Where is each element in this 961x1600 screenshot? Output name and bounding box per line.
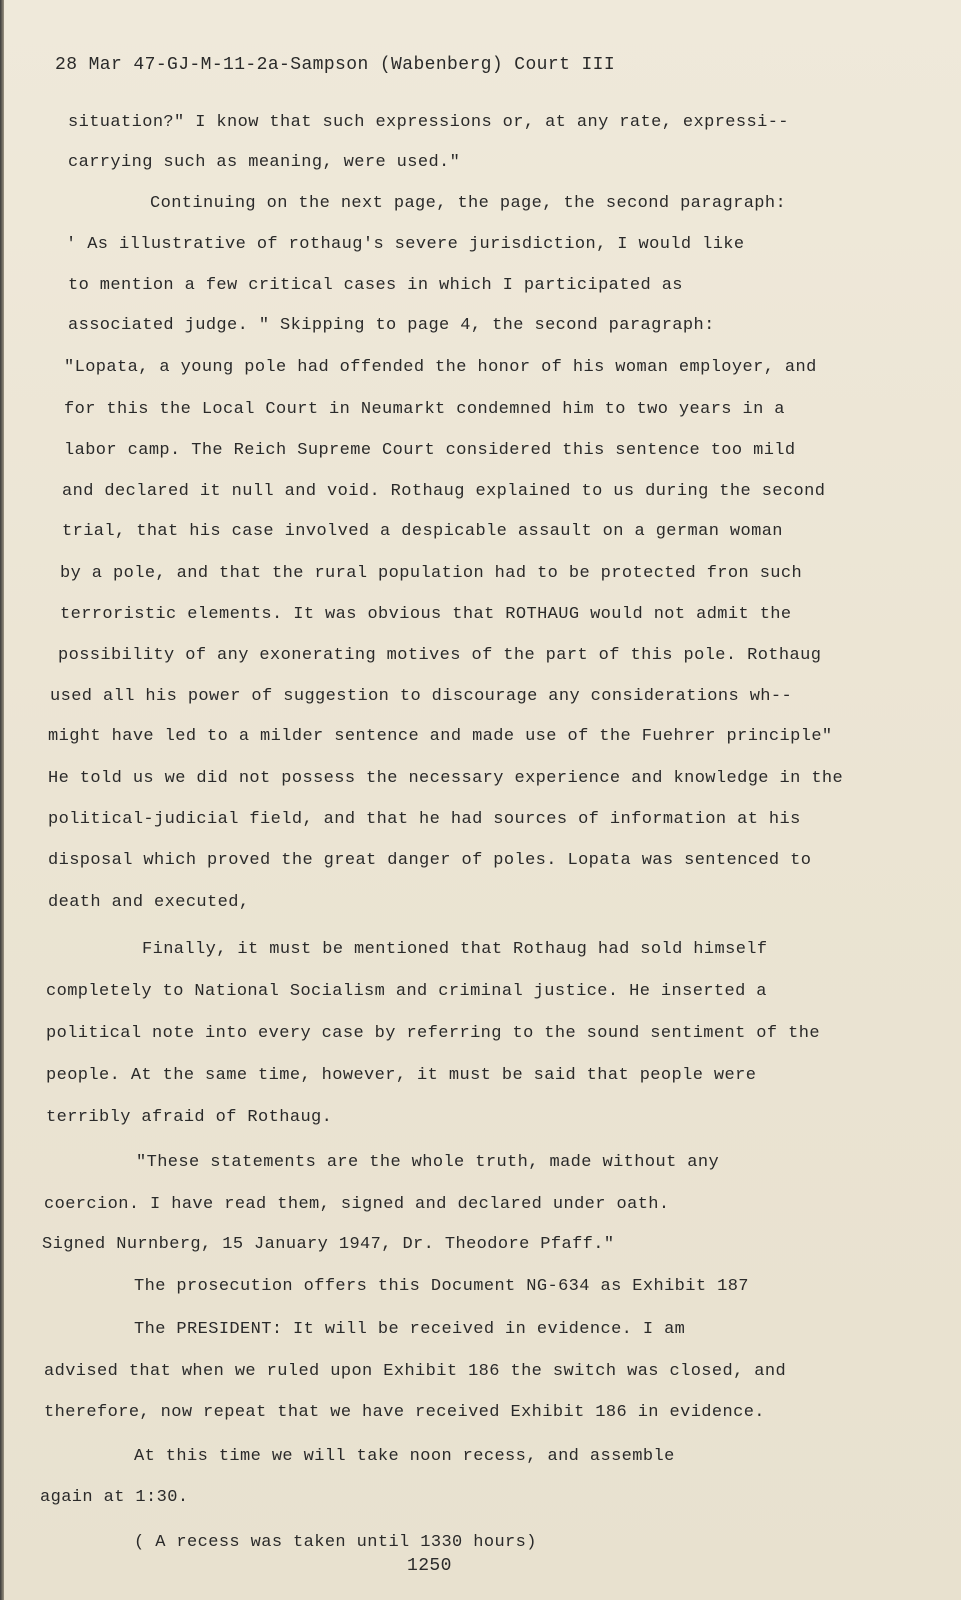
- page-edge-shadow: [0, 0, 4, 1600]
- text-line: terribly afraid of Rothaug.: [46, 1108, 333, 1127]
- text-line: situation?" I know that such expressions or, at any rate, expressi--: [68, 113, 789, 132]
- text-line: for this the Local Court in Neumarkt condemned him to two years in a: [64, 400, 785, 419]
- text-line: by a pole, and that the rural population had to be protected fron such: [60, 564, 803, 583]
- text-line: therefore, now repeat that we have received Exhibit 186 in evidence.: [44, 1403, 765, 1422]
- text-line: political-judicial field, and that he had sources of information at his: [48, 810, 801, 829]
- text-line: Continuing on the next page, the page, the second paragraph:: [150, 194, 787, 213]
- text-line: coercion. I have read them, signed and declared under oath.: [44, 1195, 670, 1214]
- document-header: 28 Mar 47-GJ-M-11-2a-Sampson (Wabenberg) Court III: [55, 55, 616, 75]
- text-line: "These statements are the whole truth, made without any: [136, 1153, 720, 1172]
- text-line: disposal which proved the great danger of poles. Lopata was sentenced to: [48, 851, 812, 870]
- text-line: people. At the same time, however, it must be said that people were: [46, 1066, 757, 1085]
- text-line: Signed Nurnberg, 15 January 1947, Dr. Theodore Pfaff.": [42, 1235, 615, 1254]
- text-line: political note into every case by referring to the sound sentiment of the: [46, 1024, 820, 1043]
- text-line: terroristic elements. It was obvious that ROTHAUG would not admit the: [60, 605, 792, 624]
- text-line: associated judge. " Skipping to page 4, the second paragraph:: [68, 316, 715, 335]
- text-line: advised that when we ruled upon Exhibit 186 the switch was closed, and: [44, 1362, 787, 1381]
- text-line: ' As illustrative of rothaug's severe jurisdiction, I would like: [66, 235, 745, 254]
- text-line: again at 1:30.: [40, 1488, 189, 1507]
- text-line: death and executed,: [48, 893, 250, 912]
- text-line: and declared it null and void. Rothaug explained to us during the second: [62, 482, 826, 501]
- text-line: The PRESIDENT: It will be received in evidence. I am: [134, 1320, 686, 1339]
- text-line: completely to National Socialism and criminal justice. He inserted a: [46, 982, 767, 1001]
- text-line: carrying such as meaning, were used.": [68, 153, 461, 172]
- text-line: might have led to a milder sentence and made use of the Fuehrer principle": [48, 727, 833, 746]
- text-line: labor camp. The Reich Supreme Court considered this sentence too mild: [64, 441, 796, 460]
- page-number: 1250: [407, 1556, 452, 1576]
- text-line: Finally, it must be mentioned that Rothaug had sold himself: [142, 940, 768, 959]
- text-line: possibility of any exonerating motives of the part of this pole. Rothaug: [58, 646, 822, 665]
- text-line: to mention a few critical cases in which I participated as: [68, 276, 683, 295]
- text-line: The prosecution offers this Document NG-634 as Exhibit 187: [134, 1277, 749, 1296]
- text-line: At this time we will take noon recess, and assemble: [134, 1447, 675, 1466]
- text-line: trial, that his case involved a despicable assault on a german woman: [62, 522, 783, 541]
- text-line: ( A recess was taken until 1330 hours): [134, 1533, 537, 1552]
- text-line: used all his power of suggestion to discourage any considerations wh--: [50, 687, 793, 706]
- text-line: He told us we did not possess the necessary experience and knowledge in the: [48, 769, 844, 788]
- text-line: "Lopata, a young pole had offended the honor of his woman employer, and: [64, 358, 817, 377]
